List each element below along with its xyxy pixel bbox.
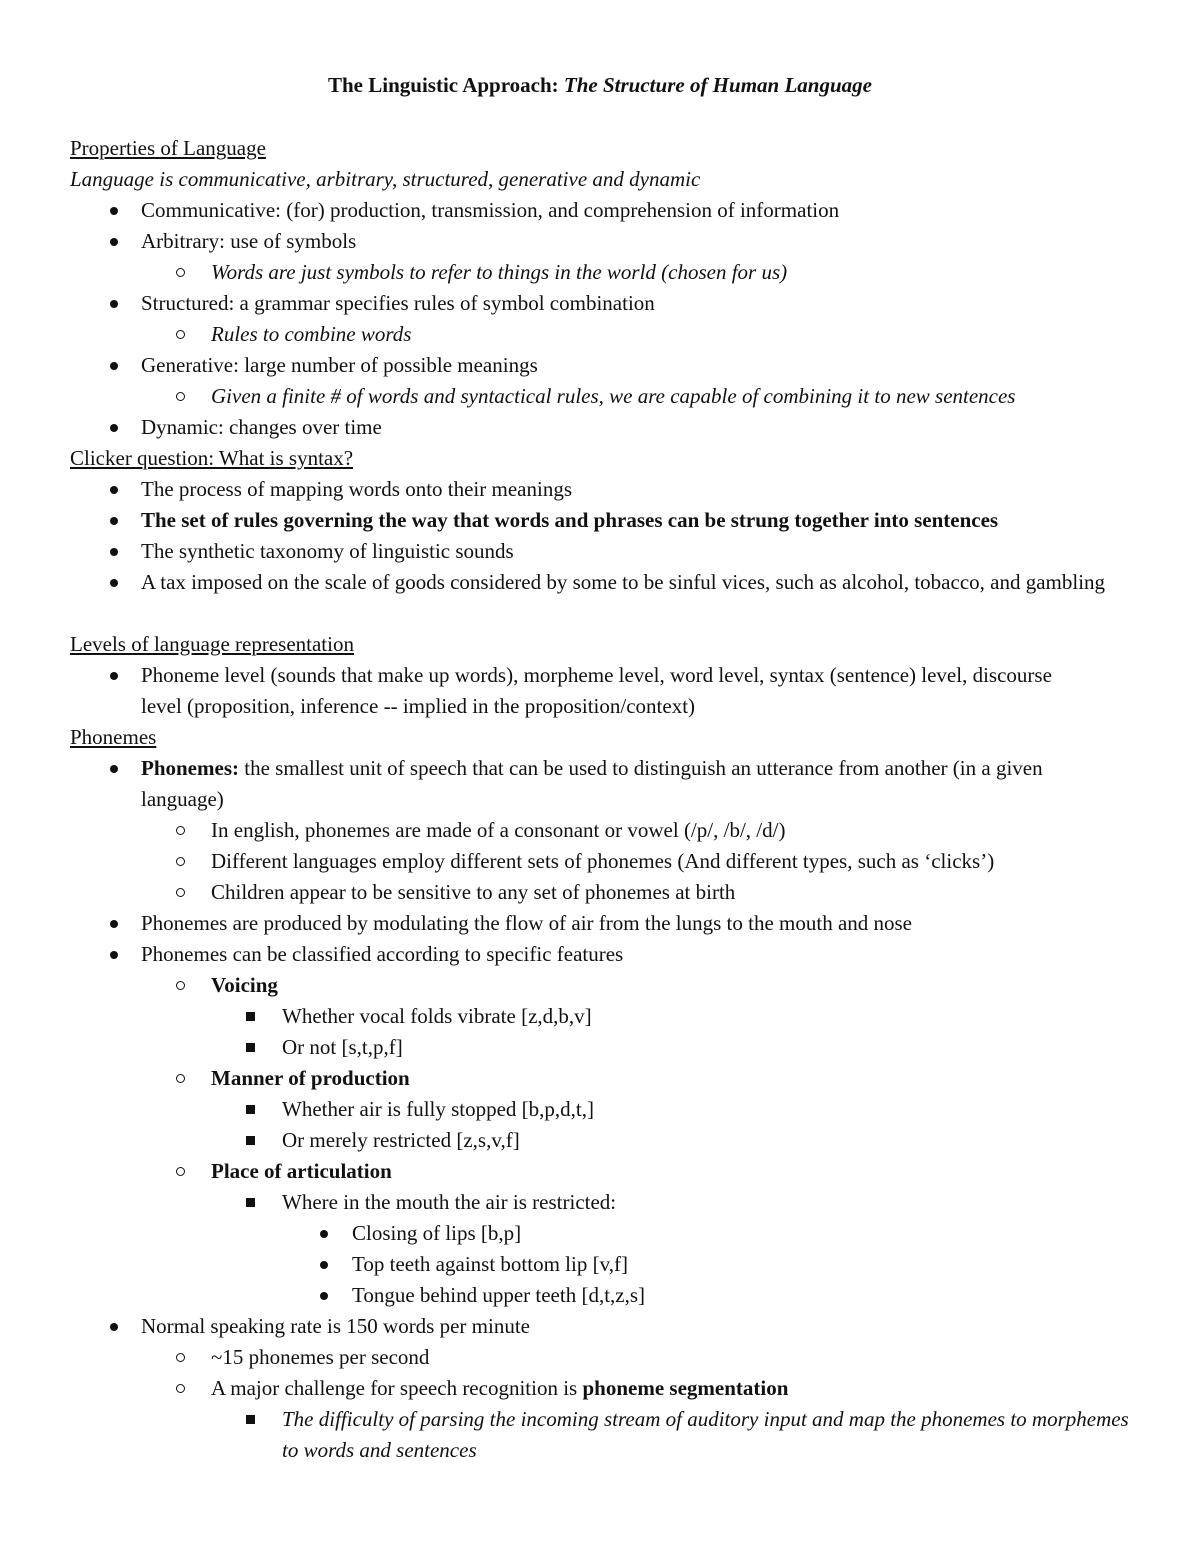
bullet-icon [320,1249,328,1280]
list-item: The difficulty of parsing the incoming stream of auditory input and map the phonemes to morphemes to words and sentences [282,1407,1129,1462]
bullet-icon [110,536,118,567]
list-item: Phonemes can be classified according to specific features [141,942,624,966]
list-item: ~15 phonemes per second [211,1345,430,1369]
bullet-icon [110,660,118,691]
bullet-icon [320,1280,328,1311]
title-subtitle: The Structure of Human Language [563,73,872,97]
square-bullet-icon [246,1404,255,1435]
list-item: Rules to combine words [211,322,412,346]
circle-bullet-icon [176,1156,185,1187]
list-item [211,1373,1200,1404]
bullet-icon [110,474,118,505]
square-bullet-icon [246,1187,255,1218]
circle-bullet-icon [176,815,185,846]
bullet-icon [110,1311,118,1342]
circle-bullet-icon [176,1063,185,1094]
bullet-icon [110,753,118,784]
bullet-icon [110,412,118,443]
list-item: Closing of lips [b,p] [352,1221,522,1245]
properties-intro: Language is communicative, arbitrary, structured, generative and dynamic [70,167,701,191]
circle-bullet-icon [176,970,185,1001]
list-item: Phonemes are produced by modulating the flow of air from the lungs to the mouth and nose [141,911,913,935]
circle-bullet-icon [176,846,185,877]
square-bullet-icon [246,1125,255,1156]
list-item: Manner of production [211,1066,410,1090]
levels-heading: Levels of language representation [70,632,354,656]
list-item: Place of articulation [211,1159,392,1183]
circle-bullet-icon [176,319,185,350]
list-item: Structured: a grammar specifies rules of symbol combination [141,291,655,315]
list-item: Where in the mouth the air is restricted: [282,1190,617,1214]
square-bullet-icon [246,1001,255,1032]
list-item: The process of mapping words onto their meanings [141,477,572,501]
title-main: The Linguistic Approach: [328,73,564,97]
square-bullet-icon [246,1032,255,1063]
list-item: Voicing [211,973,278,997]
circle-bullet-icon [176,1373,185,1404]
list-item: The set of rules governing the way that words and phrases can be strung together into sentences [141,508,999,532]
segmentation-term: phoneme segmentation [582,1376,789,1400]
list-item: Whether vocal folds vibrate [z,d,b,v] [282,1004,592,1028]
circle-bullet-icon [176,877,185,908]
list-item: Given a finite # of words and syntactical rules, we are capable of combining it to new sentences [211,384,1016,408]
list-item: Children appear to be sensitive to any set of phonemes at birth [211,880,736,904]
segmentation-text: A major challenge for speech recognition is [211,1376,583,1400]
list-item: Communicative: (for) production, transmission, and comprehension of information [141,198,840,222]
bullet-icon [110,505,118,536]
list-item: Generative: large number of possible meanings [141,353,538,377]
list-item: Dynamic: changes over time [141,415,382,439]
bullet-icon [110,350,118,381]
phonemes-definition: the smallest unit of speech that can be used to distinguish an utterance from another (in a given language) [141,756,1043,811]
list-item: Or merely restricted [z,s,v,f] [282,1128,520,1152]
bullet-icon [110,288,118,319]
list-item: Phoneme level (sounds that make up words), morpheme level, word level, syntax (sentence) level, discourse level (proposition, inference -- implied in the proposition/context) [141,663,1052,718]
list-item: Arbitrary: use of symbols [141,229,357,253]
bullet-icon [110,226,118,257]
bullet-icon [110,908,118,939]
page-title [0,70,1200,101]
list-item: A tax imposed on the scale of goods considered by some to be sinful vices, such as alcohol, tobacco, and gambling [141,570,1106,594]
square-bullet-icon [246,1094,255,1125]
bullet-icon [320,1218,328,1249]
circle-bullet-icon [176,1342,185,1373]
clicker-heading: Clicker question: What is syntax? [70,446,354,470]
list-item [141,753,1111,815]
circle-bullet-icon [176,381,185,412]
properties-heading: Properties of Language [70,136,266,160]
list-item: Different languages employ different sets of phonemes (And different types, such as ‘clicks’) [211,849,995,873]
list-item: In english, phonemes are made of a consonant or vowel (/p/, /b/, /d/) [211,818,786,842]
list-item: Tongue behind upper teeth [d,t,z,s] [352,1283,646,1307]
list-item: Words are just symbols to refer to things in the world (chosen for us) [211,260,788,284]
phonemes-heading: Phonemes [70,725,157,749]
bullet-icon [110,195,118,226]
bullet-icon [110,939,118,970]
list-item: The synthetic taxonomy of linguistic sounds [141,539,514,563]
circle-bullet-icon [176,257,185,288]
bullet-icon [110,567,118,598]
list-item: Top teeth against bottom lip [v,f] [352,1252,628,1276]
list-item: Whether air is fully stopped [b,p,d,t,] [282,1097,595,1121]
list-item: Normal speaking rate is 150 words per minute [141,1314,530,1338]
list-item: Or not [s,t,p,f] [282,1035,403,1059]
phonemes-term: Phonemes: [141,756,239,780]
